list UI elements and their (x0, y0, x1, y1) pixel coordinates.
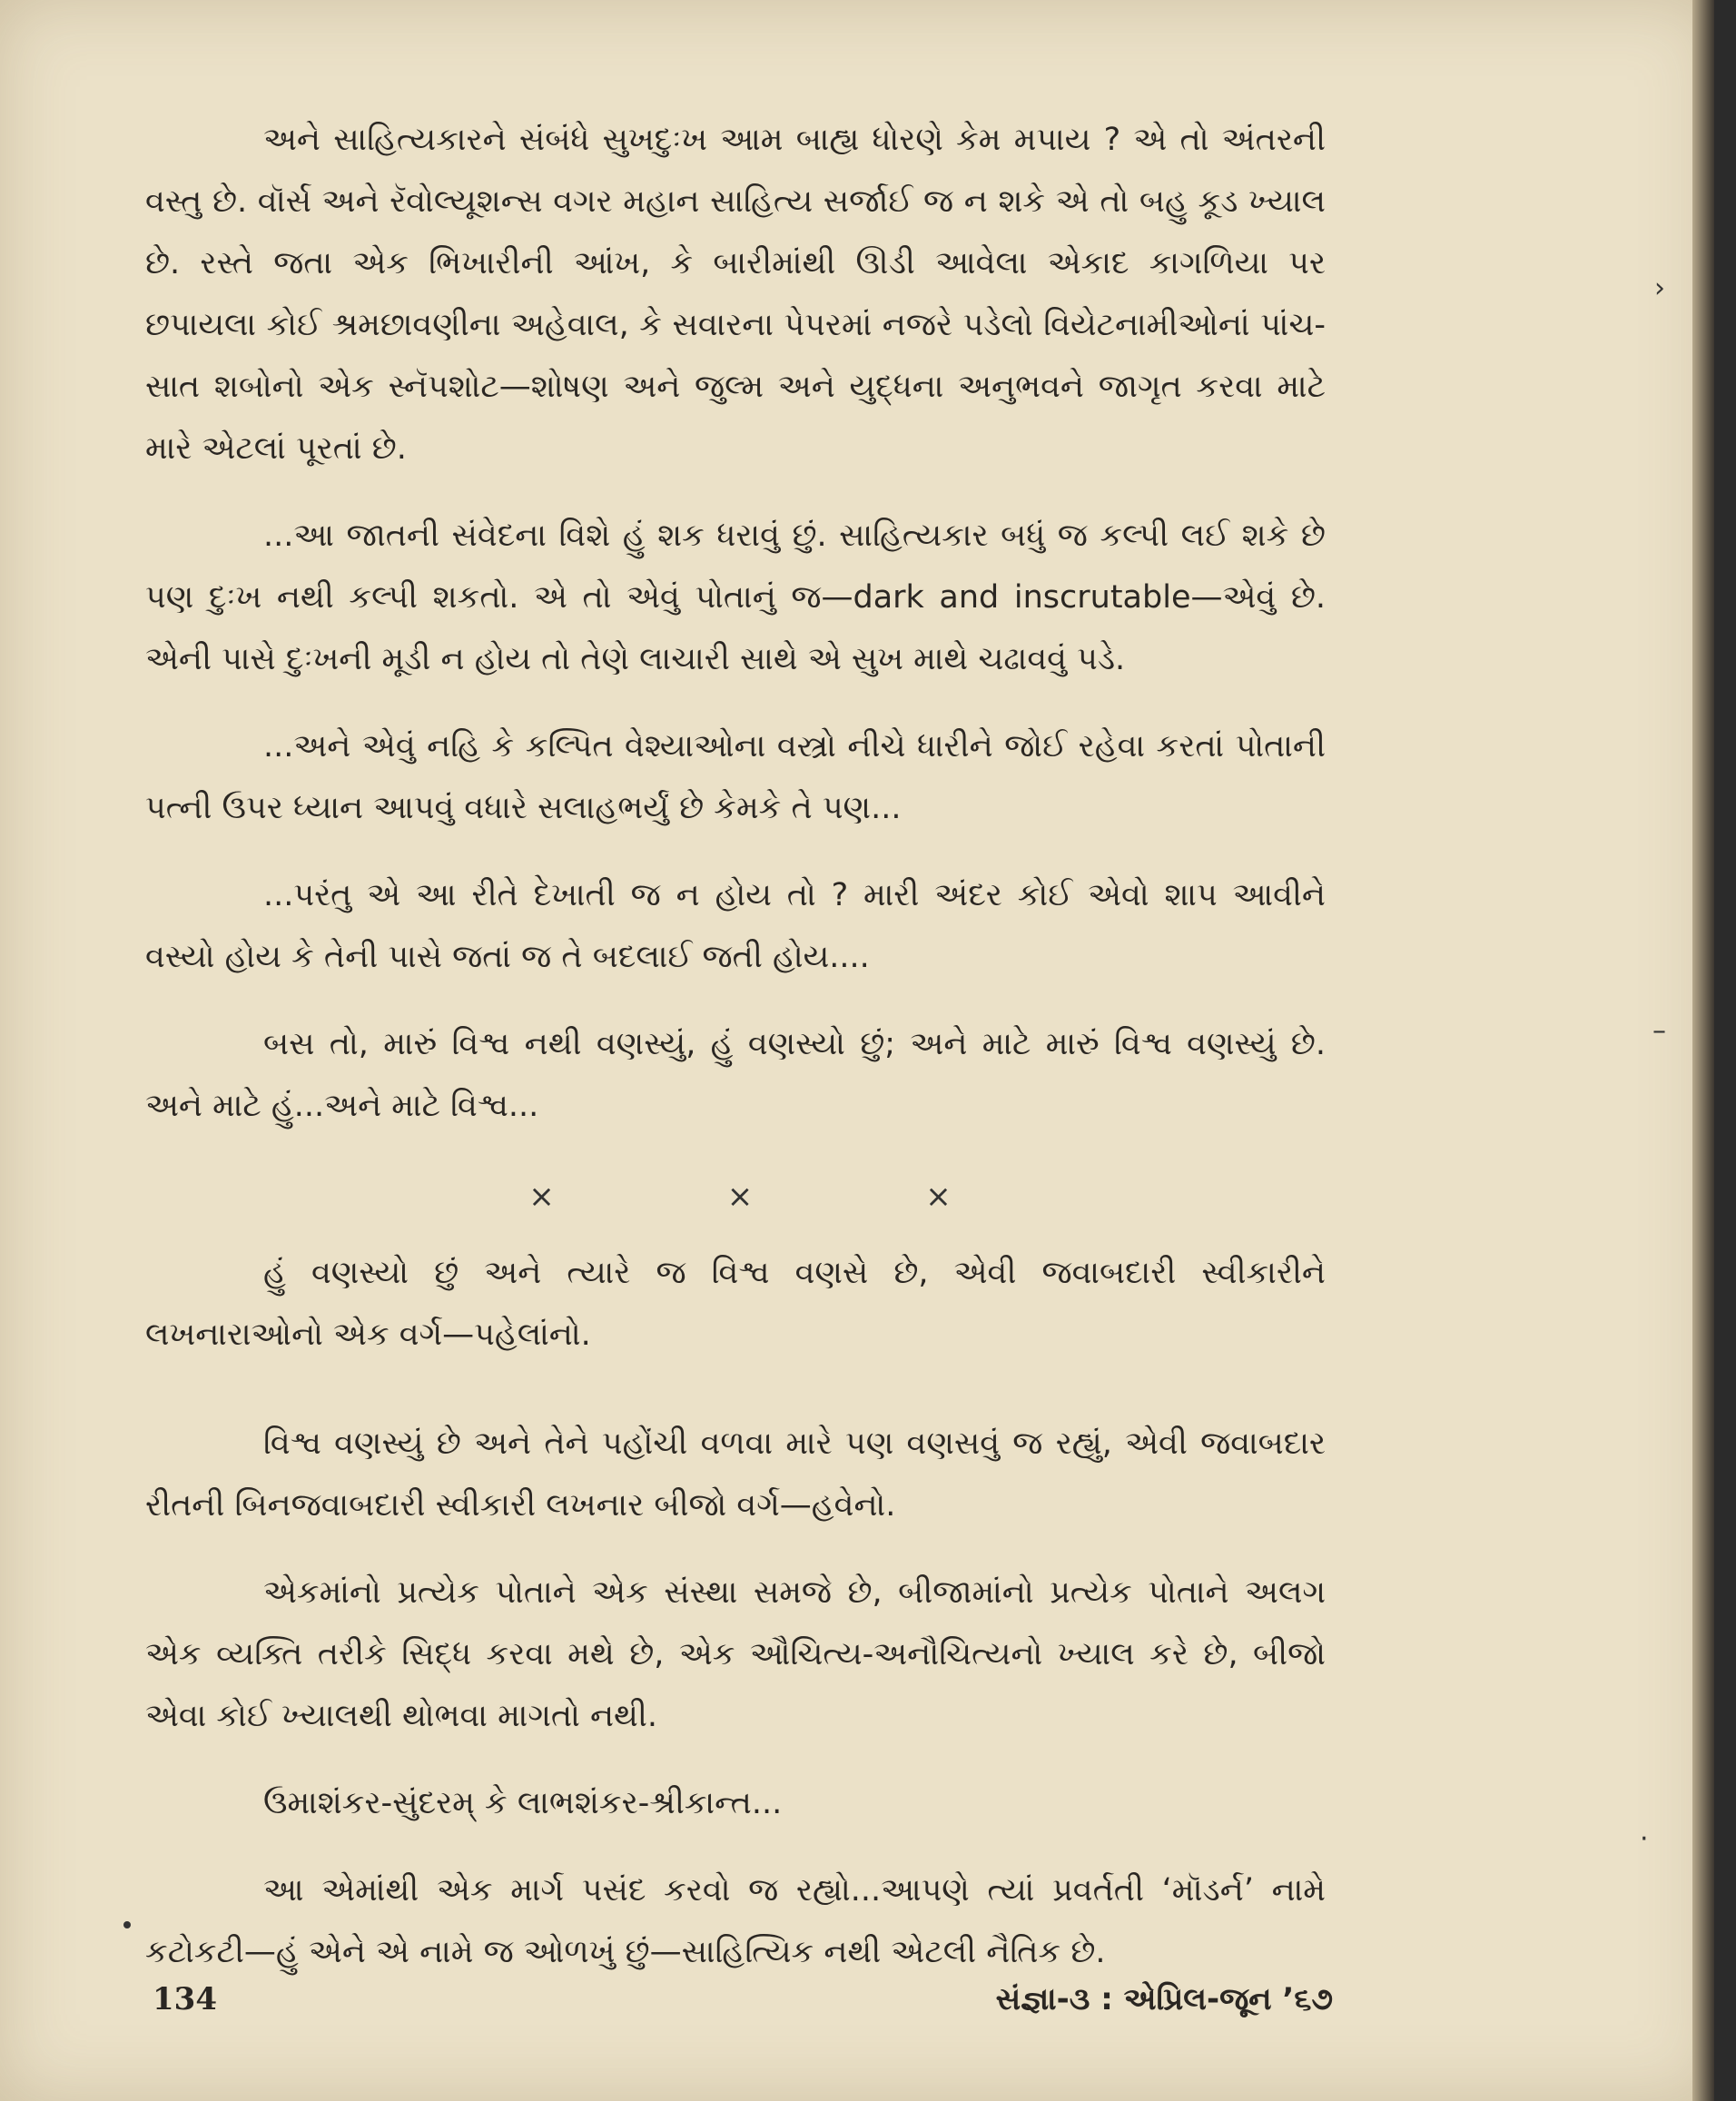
section-separator (145, 1179, 1326, 1215)
margin-dot (123, 1921, 131, 1928)
paragraph-10: આ એમાંથી એક માર્ગ પસંદ કરવો જ રહ્યો...આપણે ત્યાં પ્રવર્તતી ‘મૉડર્ન’ નામે કટોકટી—હું એને એ નામે જ ઓળખું છું—સાહિત્યિક નથી એટલી નૈતિક છે. (145, 1872, 1326, 1970)
margin-tick-mark: · (1640, 1823, 1649, 1855)
page-number: 134 (153, 1981, 217, 2017)
paragraph-9: ઉમાશંકર-સુંદરમ્ કે લાભશંકર-શ્રીકાન્ત... (263, 1785, 783, 1821)
margin-tick-mark: – (1652, 1015, 1666, 1047)
separator-mark: × (528, 1179, 555, 1215)
paragraph-3: ...અને એવું નહિ કે કલ્પિત વેશ્યાઓના વસ્ત્રો નીચે ધારીને જોઈ રહેવા કરતાં પોતાની પત્ની ઉપર ધ્યાન આપવું વધારે સલાહભર્યું છે કેમકે તે પણ... (145, 728, 1326, 826)
margin-tick-mark: › (1654, 272, 1665, 304)
separator-mark: × (726, 1179, 754, 1215)
paragraph-2: ...આ જાતની સંવેદના વિશે હું શક ધરાવું છું. સાહિત્યકાર બધું જ કલ્પી લઈ શકે છે પણ દુઃખ નથી કલ્પી શકતો. એ તો એવું પોતાનું જ—dark and inscrutable—એવું છે. એની પાસે દુઃખની મૂડી ન હોય તો તેણે લાચારી સાથે એ સુખ માથે ચઢાવવું પડે. (145, 518, 1326, 677)
paragraph-1: અને સાહિત્યકારને સંબંધે સુખદુઃખ આમ બાહ્ય ધોરણે કેમ મપાય ? એ તો અંતરની વસ્તુ છે. વૉર્સ અને રૅવોલ્યૂશન્સ વગર મહાન સાહિત્ય સર્જાઈ જ ન શકે એ તો બહુ કૂડ ખ્યાલ છે. રસ્તે જતા એક ભિખારીની આંખ, કે બારીમાંથી ઊડી આવેલા એકાદ કાગળિયા પર છપાયલા કોઈ શ્રમછાવણીના અહેવાલ, કે સવારના પેપરમાં નજરે પડેલો વિયેટનામીઓનાં પાંચ-સાત શબોનો એક સ્નૅપશોટ—શોષણ અને જુલ્મ અને યુદ્ધના અનુભવને જાગૃત કરવા માટે મારે એટલાં પૂરતાં છે. (145, 122, 1326, 467)
separator-mark: × (925, 1179, 952, 1215)
paragraph-8: એકમાંનો પ્રત્યેક પોતાને એક સંસ્થા સમજે છે, બીજામાંનો પ્રત્યેક પોતાને અલગ એક વ્યક્તિ તરીકે સિદ્ધ કરવા મથે છે, એક ઔચિત્ય-અનૌચિત્યનો ખ્યાલ કરે છે, બીજો એવા કોઈ ખ્યાલથી થોભવા માગતો નથી. (145, 1574, 1326, 1734)
body-text (145, 109, 1326, 1983)
paragraph-5: બસ તો, મારું વિશ્વ નથી વણસ્યું, હું વણસ્યો છું; અને માટે મારું વિશ્વ વણસ્યું છે. અને માટે હું...અને માટે વિશ્વ... (145, 1026, 1326, 1124)
paragraph-7: વિશ્વ વણસ્યું છે અને તેને પહોંચી વળવા મારે પણ વણસવું જ રહ્યું, એવી જવાબદાર રીતની બિનજવાબદારી સ્વીકારી લખનાર બીજો વર્ગ—હવેનો. (145, 1425, 1326, 1524)
paragraph-6: હું વણસ્યો છું અને ત્યારે જ વિશ્વ વણસે છે, એવી જવાબદારી સ્વીકારીને લખનારાઓનો એક વર્ગ—પહેલાંનો. (145, 1255, 1326, 1353)
page-edge (1692, 0, 1714, 2101)
paragraph-4: ...પરંતુ એ આ રીતે દેખાતી જ ન હોય તો ? મારી અંદર કોઈ એવો શાપ આવીને વસ્યો હોય કે તેની પાસે જતાં જ તે બદલાઈ જતી હોય.... (145, 877, 1326, 975)
journal-issue: સંજ્ઞા-૩ : એપ્રિલ-જૂન ’૬૭ (995, 1981, 1333, 2017)
